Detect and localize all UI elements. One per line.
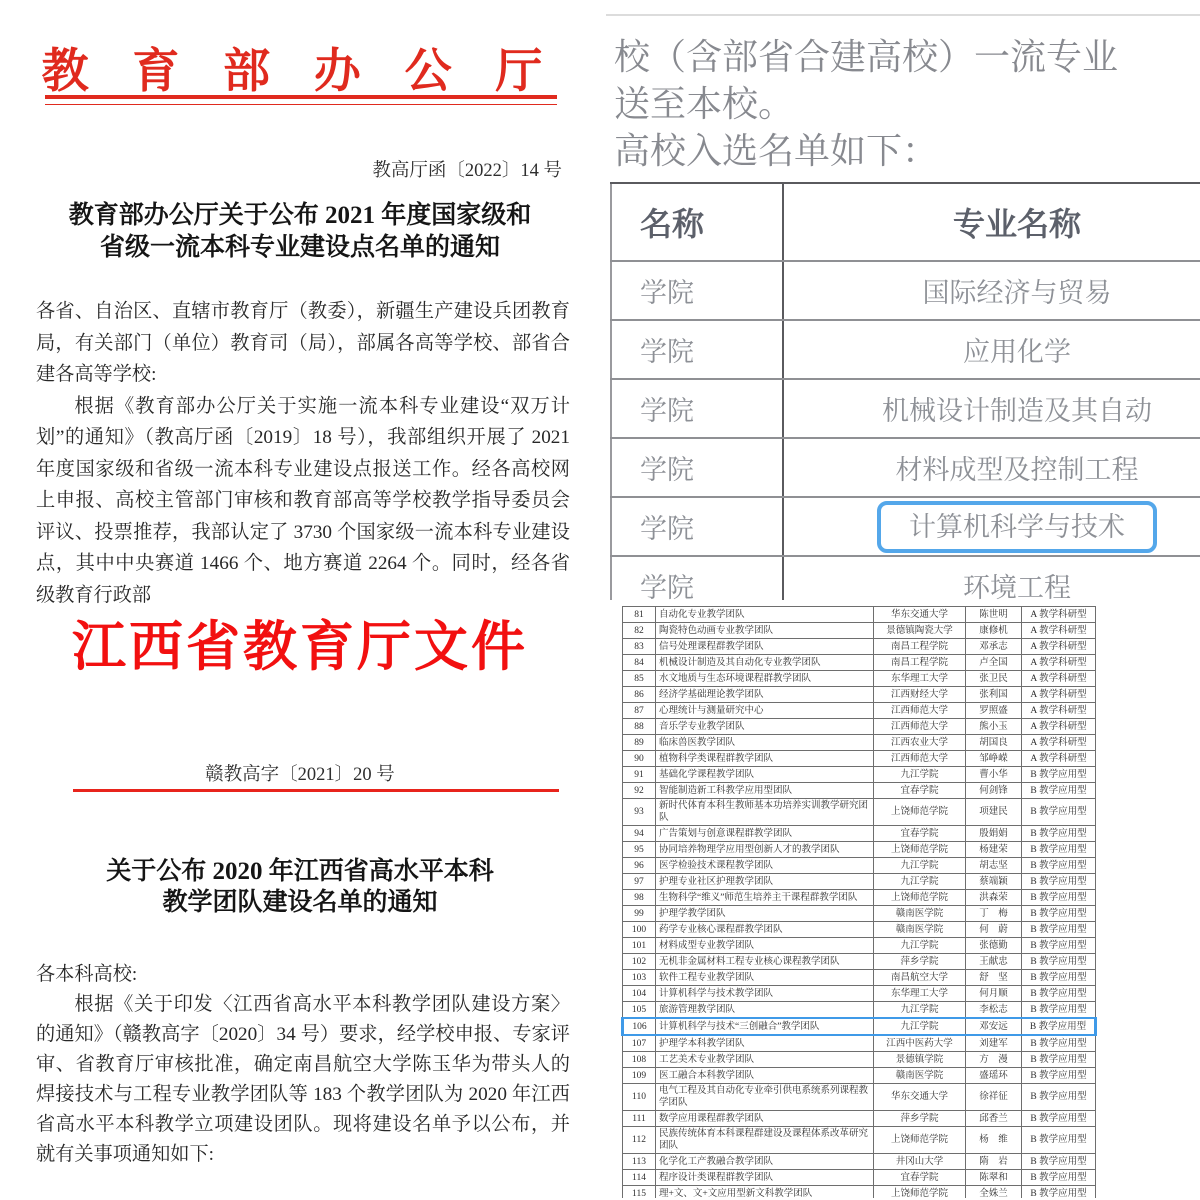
row-number-cell: 108 [623, 1052, 656, 1068]
row-number-cell: 102 [623, 954, 656, 970]
university-cell: 江西农业大学 [874, 735, 966, 751]
university-cell: 景德镇陶瓷大学 [874, 623, 966, 639]
table-row [623, 623, 1096, 639]
row-number-cell: 104 [623, 986, 656, 1002]
table-row [623, 607, 1096, 623]
university-cell: 南昌航空大学 [874, 970, 966, 986]
leader-cell: 殷娟娟 [966, 826, 1022, 842]
category-cell: A 教学科研型 [1022, 639, 1096, 655]
category-cell: B 教学应用型 [1022, 842, 1096, 858]
leader-cell: 熊小玉 [966, 719, 1022, 735]
university-cell: 江西师范大学 [874, 703, 966, 719]
doc1-number: 教高厅函〔2022〕14 号 [372, 161, 562, 181]
team-name-cell: 新时代体育本科生教师基本功培养实训教学研究团队 [656, 799, 874, 826]
leader-cell: 张卫民 [966, 671, 1022, 687]
majors-list-snippet [606, 14, 1200, 600]
doc2-paragraph: 根据《关于印发〈江西省高水平本科教学团队建设方案〉的通知》（赣教高字〔2020〕34 号）要求，经学校申报、专家评审、省教育厅审核批准，确定南昌航空大学陈玉华为带头人的焊接技术与工程专业教学团队等 183 个教学团队为 2020 年江西省高水平本科教学立项建设团队。现将建设名单予以公布，并就有关事项通知如下: [36, 994, 570, 1165]
table-row [623, 735, 1096, 751]
category-cell: A 教学科研型 [1022, 623, 1096, 639]
intro-line1: 校（含部省合建高校）一流专业 [614, 37, 1119, 77]
leader-cell: 杨建荣 [966, 842, 1022, 858]
row-number-cell: 97 [623, 874, 656, 890]
university-cell: 江西师范大学 [874, 719, 966, 735]
category-cell: B 教学应用型 [1022, 970, 1096, 986]
university-cell: 萍乡学院 [874, 1111, 966, 1127]
doc2-salutation: 各本科高校: [36, 964, 138, 985]
row-number-cell: 89 [623, 735, 656, 751]
category-cell: B 教学应用型 [1022, 799, 1096, 826]
university-cell: 宜春学院 [874, 783, 966, 799]
table-row [623, 671, 1096, 687]
leader-cell: 全姝兰 [966, 1186, 1022, 1199]
category-cell: A 教学科研型 [1022, 607, 1096, 623]
university-cell: 上饶师范学院 [874, 799, 966, 826]
university-cell: 上饶师范学院 [874, 1127, 966, 1154]
row-number-cell: 93 [623, 799, 656, 826]
leader-cell: 胡志坚 [966, 858, 1022, 874]
leader-cell: 洪森荣 [966, 890, 1022, 906]
table-row [623, 1018, 1096, 1035]
category-cell: B 教学应用型 [1022, 922, 1096, 938]
row-number-cell: 81 [623, 607, 656, 623]
row-number-cell: 94 [623, 826, 656, 842]
table-row [623, 890, 1096, 906]
category-cell: A 教学科研型 [1022, 703, 1096, 719]
major-cell: 国际经济与贸易 [783, 261, 1200, 320]
red-double-rule [45, 95, 557, 105]
university-cell: 九江学院 [874, 938, 966, 954]
leader-cell: 罗照盛 [966, 703, 1022, 719]
table-row [623, 1068, 1096, 1084]
college-cell: 学院 [611, 497, 783, 556]
leader-cell: 王献忠 [966, 954, 1022, 970]
table-row [623, 922, 1096, 938]
category-cell: B 教学应用型 [1022, 986, 1096, 1002]
leader-cell: 邓安远 [966, 1018, 1022, 1035]
team-name-cell: 药学专业核心课程群教学团队 [656, 922, 874, 938]
moe-office-header: 教 育 部 办 公 厅 [41, 46, 559, 98]
teaching-teams-table-body [623, 607, 1096, 1199]
leader-cell: 舒 坚 [966, 970, 1022, 986]
table-row [623, 938, 1096, 954]
table-header-row [611, 183, 1200, 261]
row-number-cell: 90 [623, 751, 656, 767]
team-name-cell: 材料成型专业教学团队 [656, 938, 874, 954]
table-row [611, 438, 1200, 497]
team-name-cell: 陶瓷特色动画专业教学团队 [656, 623, 874, 639]
table-row [623, 767, 1096, 783]
category-cell: A 教学科研型 [1022, 735, 1096, 751]
university-cell: 九江学院 [874, 858, 966, 874]
team-name-cell: 广告策划与创意课程群教学团队 [656, 826, 874, 842]
table-row [623, 826, 1096, 842]
category-cell: B 教学应用型 [1022, 1186, 1096, 1199]
row-number-cell: 101 [623, 938, 656, 954]
team-name-cell: 临床兽医教学团队 [656, 735, 874, 751]
row-number-cell: 103 [623, 970, 656, 986]
team-name-cell: 无机非金属材料工程专业核心课程教学团队 [656, 954, 874, 970]
team-name-cell: 电气工程及其自动化专业牵引供电系统系列课程教学团队 [656, 1084, 874, 1111]
leader-cell: 卢全国 [966, 655, 1022, 671]
row-number-cell: 91 [623, 767, 656, 783]
team-name-cell: 护理学本科教学团队 [656, 1035, 874, 1052]
college-cell: 学院 [611, 379, 783, 438]
category-cell: B 教学应用型 [1022, 1111, 1096, 1127]
category-cell: B 教学应用型 [1022, 826, 1096, 842]
category-cell: B 教学应用型 [1022, 1084, 1096, 1111]
university-cell: 九江学院 [874, 1018, 966, 1035]
table-row [623, 719, 1096, 735]
leader-cell: 何月顺 [966, 986, 1022, 1002]
category-cell: B 教学应用型 [1022, 1035, 1096, 1052]
row-number-cell: 107 [623, 1035, 656, 1052]
team-name-cell: 基础化学课程教学团队 [656, 767, 874, 783]
major-cell: 机械设计制造及其自动 [783, 379, 1200, 438]
university-cell: 南昌工程学院 [874, 639, 966, 655]
university-cell: 赣南医学院 [874, 922, 966, 938]
team-name-cell: 民族传统体育本科课程群建设及课程体系改革研究团队 [656, 1127, 874, 1154]
team-name-cell: 生物科学“维义”师范生培养主干课程群教学团队 [656, 890, 874, 906]
teaching-teams-table [621, 606, 1097, 1198]
category-cell: A 教学科研型 [1022, 719, 1096, 735]
team-name-cell: 医工融合本科教学团队 [656, 1068, 874, 1084]
university-cell: 萍乡学院 [874, 954, 966, 970]
intro-line2: 送至本校。 [614, 84, 795, 124]
team-name-cell: 旅游管理教学团队 [656, 1002, 874, 1019]
university-cell: 赣南医学院 [874, 906, 966, 922]
leader-cell: 隋 岩 [966, 1154, 1022, 1170]
table-row [623, 1170, 1096, 1186]
header-major-name: 专业名称 [783, 183, 1200, 261]
category-cell: A 教学科研型 [1022, 655, 1096, 671]
category-cell: B 教学应用型 [1022, 767, 1096, 783]
leader-cell: 张德勤 [966, 938, 1022, 954]
table-row [623, 874, 1096, 890]
team-name-cell: 理+文、文+文应用型新文科教学团队 [656, 1186, 874, 1199]
team-name-cell: 化学化工产教融合教学团队 [656, 1154, 874, 1170]
university-cell: 上饶师范学院 [874, 890, 966, 906]
university-cell: 江西师范大学 [874, 751, 966, 767]
category-cell: A 教学科研型 [1022, 687, 1096, 703]
university-cell: 南昌工程学院 [874, 655, 966, 671]
doc1-paragraph: 根据《教育部办公厅关于实施一流本科专业建设“双万计划”的通知》（教高厅函〔2019〕18 号），我部组织开展了 2021 年度国家级和省级一流本科专业建设点报送工作。经各高校网上申报、高校主管部门审核和教育部高等学校教学指导委员会评议、投票推荐，我部认定了 3730 个国家级一流本科专业建设点，其中中央赛道 1466 个、地方赛道 2264 个。同时，经各省级教育行政部 [36, 395, 570, 606]
table-row [623, 751, 1096, 767]
college-cell: 学院 [611, 261, 783, 320]
row-number-cell: 113 [623, 1154, 656, 1170]
major-cell [783, 497, 1200, 556]
category-cell: B 教学应用型 [1022, 890, 1096, 906]
row-number-cell: 88 [623, 719, 656, 735]
row-number-cell: 86 [623, 687, 656, 703]
team-name-cell: 音乐学专业教学团队 [656, 719, 874, 735]
category-cell: B 教学应用型 [1022, 1127, 1096, 1154]
table-row [623, 703, 1096, 719]
team-name-cell: 机械设计制造及其自动化专业教学团队 [656, 655, 874, 671]
table-row [623, 1186, 1096, 1199]
table-row [623, 1111, 1096, 1127]
row-number-cell: 98 [623, 890, 656, 906]
table-row [611, 379, 1200, 438]
table-row [623, 1084, 1096, 1111]
college-cell: 学院 [611, 556, 783, 600]
leader-cell: 陈翠和 [966, 1170, 1022, 1186]
table-row [623, 906, 1096, 922]
university-cell: 景德镇学院 [874, 1052, 966, 1068]
doc2-number: 赣教高字〔2021〕20 号 [205, 765, 395, 785]
row-number-cell: 111 [623, 1111, 656, 1127]
row-number-cell: 83 [623, 639, 656, 655]
leader-cell: 邹峥嵘 [966, 751, 1022, 767]
row-number-cell: 84 [623, 655, 656, 671]
team-name-cell: 计算机科学与技术“三创融合”教学团队 [656, 1018, 874, 1035]
team-name-cell: 水文地质与生态环境课程群教学团队 [656, 671, 874, 687]
row-number-cell: 115 [623, 1186, 656, 1199]
row-number-cell: 82 [623, 623, 656, 639]
table-row [623, 954, 1096, 970]
university-cell: 九江学院 [874, 874, 966, 890]
highlight-box: 计算机科学与技术 [877, 501, 1157, 553]
table-row [623, 970, 1096, 986]
row-number-cell: 105 [623, 1002, 656, 1019]
table-row [611, 261, 1200, 320]
category-cell: B 教学应用型 [1022, 1002, 1096, 1019]
team-name-cell: 经济学基础理论教学团队 [656, 687, 874, 703]
university-cell: 华东交通大学 [874, 607, 966, 623]
university-cell: 江西财经大学 [874, 687, 966, 703]
major-cell: 应用化学 [783, 320, 1200, 379]
table-row [623, 1127, 1096, 1154]
doc2-title [0, 856, 600, 918]
team-name-cell: 护理学教学团队 [656, 906, 874, 922]
college-cell: 学院 [611, 438, 783, 497]
leader-cell: 蔡端颖 [966, 874, 1022, 890]
doc2-body [36, 960, 570, 1170]
doc2-title-line2: 教学团队建设名单的通知 [162, 889, 438, 916]
university-cell: 上饶师范学院 [874, 842, 966, 858]
table-row [623, 858, 1096, 874]
row-number-cell: 99 [623, 906, 656, 922]
table-row [623, 655, 1096, 671]
leader-cell: 方 漫 [966, 1052, 1022, 1068]
table-row [623, 1052, 1096, 1068]
team-name-cell: 计算机科学与技术教学团队 [656, 986, 874, 1002]
row-number-cell: 106 [623, 1018, 656, 1035]
university-cell: 井冈山大学 [874, 1154, 966, 1170]
category-cell: A 教学科研型 [1022, 671, 1096, 687]
team-name-cell: 程序设计类课程群教学团队 [656, 1170, 874, 1186]
table-row [623, 639, 1096, 655]
row-number-cell: 100 [623, 922, 656, 938]
university-cell: 东华理工大学 [874, 986, 966, 1002]
leader-cell: 徐祥征 [966, 1084, 1022, 1111]
leader-cell: 陈世明 [966, 607, 1022, 623]
table-row [623, 1002, 1096, 1019]
category-cell: B 教学应用型 [1022, 938, 1096, 954]
row-number-cell: 85 [623, 671, 656, 687]
category-cell: B 教学应用型 [1022, 1170, 1096, 1186]
team-name-cell: 软件工程专业教学团队 [656, 970, 874, 986]
leader-cell: 何 蔚 [966, 922, 1022, 938]
row-number-cell: 112 [623, 1127, 656, 1154]
table-row [623, 1035, 1096, 1052]
team-name-cell: 心理统计与测量研究中心 [656, 703, 874, 719]
majors-table [610, 182, 1200, 600]
row-number-cell: 87 [623, 703, 656, 719]
row-number-cell: 96 [623, 858, 656, 874]
leader-cell: 盛瑶环 [966, 1068, 1022, 1084]
doc1-title-line1: 教育部办公厅关于公布 2021 年度国家级和 [68, 202, 532, 229]
row-number-cell: 95 [623, 842, 656, 858]
table-row [611, 320, 1200, 379]
doc1-title [0, 200, 600, 264]
leader-cell: 李松志 [966, 1002, 1022, 1019]
table-row [611, 497, 1200, 556]
team-name-cell: 医学检验技术课程教学团队 [656, 858, 874, 874]
team-name-cell: 协同培养物理学应用型创新人才的教学团队 [656, 842, 874, 858]
category-cell: B 教学应用型 [1022, 783, 1096, 799]
category-cell: B 教学应用型 [1022, 954, 1096, 970]
table-row [623, 1154, 1096, 1170]
leader-cell: 何剑锋 [966, 783, 1022, 799]
table-row [623, 687, 1096, 703]
university-cell: 宜春学院 [874, 826, 966, 842]
row-number-cell: 110 [623, 1084, 656, 1111]
university-cell: 东华理工大学 [874, 671, 966, 687]
doc1-body [36, 296, 570, 611]
leader-cell: 丁 梅 [966, 906, 1022, 922]
university-cell: 宜春学院 [874, 1170, 966, 1186]
header-name: 名称 [611, 183, 783, 261]
university-cell: 华东交通大学 [874, 1084, 966, 1111]
college-cell: 学院 [611, 320, 783, 379]
jiangxi-education-banner: 江西省教育厅文件 [72, 617, 528, 677]
leader-cell: 张利国 [966, 687, 1022, 703]
team-name-cell: 智能制造新工科教学应用型团队 [656, 783, 874, 799]
majors-table-body [611, 261, 1200, 600]
row-number-cell: 114 [623, 1170, 656, 1186]
team-name-cell: 工艺美术专业教学团队 [656, 1052, 874, 1068]
category-cell: B 教学应用型 [1022, 906, 1096, 922]
doc2-title-line1: 关于公布 2020 年江西省高水平本科 [106, 858, 494, 885]
category-cell: B 教学应用型 [1022, 858, 1096, 874]
majors-list-intro [614, 34, 1200, 175]
team-name-cell: 护理专业社区护理教学团队 [656, 874, 874, 890]
leader-cell: 刘建军 [966, 1035, 1022, 1052]
doc1-title-line2: 省级一流本科专业建设点名单的通知 [99, 234, 500, 261]
leader-cell: 康修机 [966, 623, 1022, 639]
team-name-cell: 信号处理课程群教学团队 [656, 639, 874, 655]
university-cell: 九江学院 [874, 1002, 966, 1019]
leader-cell: 曹小华 [966, 767, 1022, 783]
category-cell: B 教学应用型 [1022, 874, 1096, 890]
major-cell: 材料成型及控制工程 [783, 438, 1200, 497]
university-cell: 九江学院 [874, 767, 966, 783]
leader-cell: 邱香兰 [966, 1111, 1022, 1127]
university-cell: 赣南医学院 [874, 1068, 966, 1084]
leader-cell: 胡国良 [966, 735, 1022, 751]
major-cell: 环境工程 [783, 556, 1200, 600]
team-name-cell: 数学应用课程群教学团队 [656, 1111, 874, 1127]
category-cell: A 教学科研型 [1022, 751, 1096, 767]
leader-cell: 杨 维 [966, 1127, 1022, 1154]
category-cell: B 教学应用型 [1022, 1154, 1096, 1170]
university-cell: 上饶师范学院 [874, 1186, 966, 1199]
category-cell: B 教学应用型 [1022, 1052, 1096, 1068]
teaching-teams-snippet [621, 606, 1100, 1198]
row-number-cell: 109 [623, 1068, 656, 1084]
team-name-cell: 自动化专业教学团队 [656, 607, 874, 623]
category-cell: B 教学应用型 [1022, 1068, 1096, 1084]
table-row [623, 842, 1096, 858]
row-number-cell: 92 [623, 783, 656, 799]
university-cell: 江西中医药大学 [874, 1035, 966, 1052]
red-single-rule [73, 789, 559, 792]
table-row [623, 783, 1096, 799]
leader-cell: 项建民 [966, 799, 1022, 826]
table-row [623, 799, 1096, 826]
team-name-cell: 植物科学类课程群教学团队 [656, 751, 874, 767]
doc1-salutation: 各省、自治区、直辖市教育厅（教委），新疆生产建设兵团教育局，有关部门（单位）教育司（局），部属各高等学校、部省合建各高等学校: [36, 301, 570, 385]
category-cell: B 教学应用型 [1022, 1018, 1096, 1035]
table-row [611, 556, 1200, 600]
table-row [623, 986, 1096, 1002]
leader-cell: 邓承志 [966, 639, 1022, 655]
intro-line3: 高校入选名单如下： [614, 131, 939, 171]
